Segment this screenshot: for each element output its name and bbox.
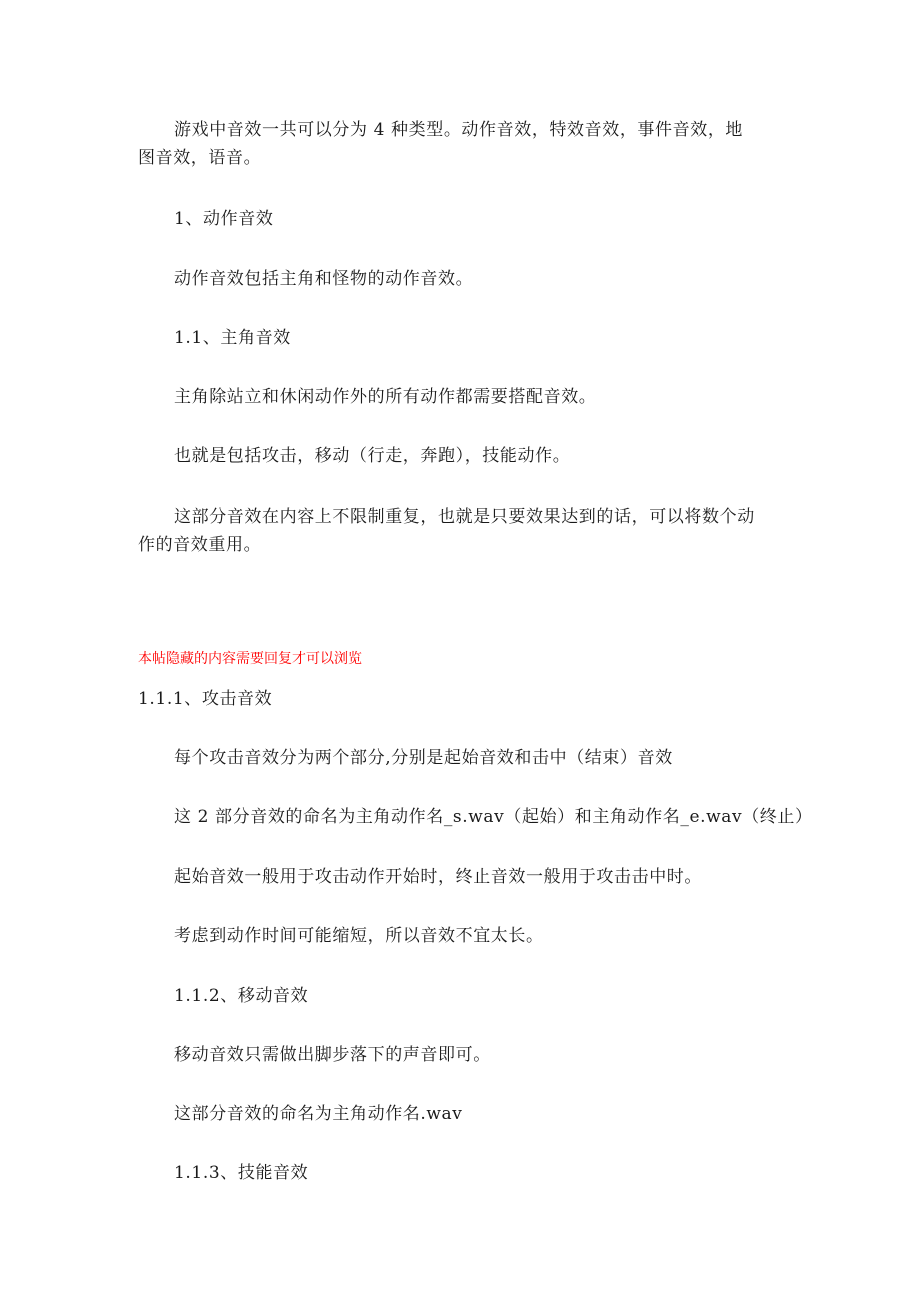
- paragraph-action-list: 也就是包括攻击，移动（行走，奔跑），技能动作。: [174, 446, 571, 466]
- heading-move-sound: 1.1.2、移动音效: [174, 986, 309, 1006]
- heading-action-sound: 1、动作音效: [174, 209, 274, 229]
- heading-skill-sound: 1.1.3、技能音效: [174, 1163, 309, 1183]
- paragraph-attack-usage: 起始音效一般用于攻击动作开始时，终止音效一般用于攻击击中时。: [174, 867, 702, 887]
- heading-hero-sound: 1.1、主角音效: [174, 328, 291, 348]
- paragraph-attack-naming: 这 2 部分音效的命名为主角动作名_s.wav（起始）和主角动作名_e.wav（终止）: [174, 807, 813, 827]
- paragraph-move-footstep: 移动音效只需做出脚步落下的声音即可。: [174, 1045, 491, 1065]
- paragraph-reuse: 这部分音效在内容上不限制重复，也就是只要效果达到的话，可以将数个动作的音效重用。: [138, 507, 755, 555]
- paragraph-move-naming: 这部分音效的命名为主角动作名.wav: [174, 1104, 463, 1124]
- paragraph-action-sound-scope: 动作音效包括主角和怪物的动作音效。: [174, 269, 474, 289]
- intro-paragraph: 游戏中音效一共可以分为 4 种类型。动作音效，特效音效，事件音效，地图音效，语音。: [138, 120, 744, 168]
- hidden-content-notice: 本帖隐藏的内容需要回复才可以浏览: [138, 651, 362, 667]
- paragraph-attack-length: 考虑到动作时间可能缩短，所以音效不宜太长。: [174, 926, 544, 946]
- paragraph-attack-parts: 每个攻击音效分为两个部分,分别是起始音效和击中（结束）音效: [174, 748, 673, 768]
- heading-attack-sound: 1.1.1、攻击音效: [138, 689, 273, 709]
- paragraph-hero-actions: 主角除站立和休闲动作外的所有动作都需要搭配音效。: [174, 387, 597, 407]
